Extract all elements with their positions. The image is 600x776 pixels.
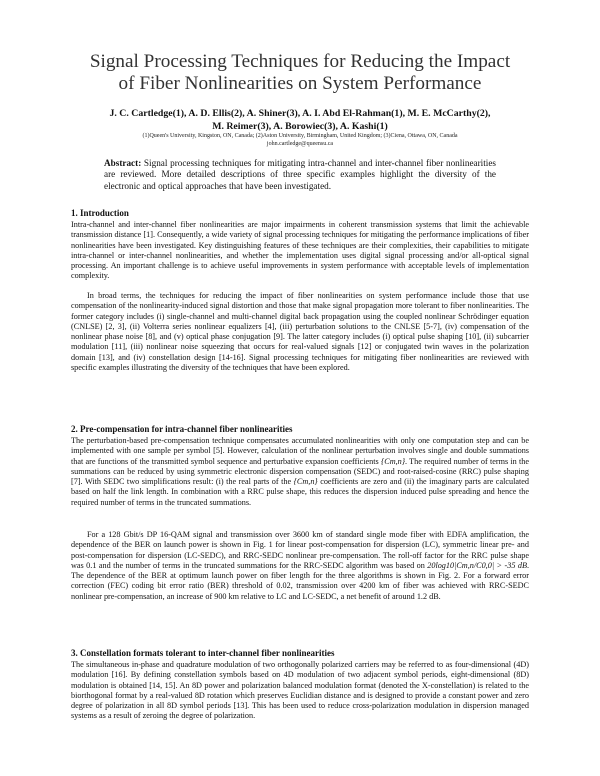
section-2-paragraph-2 [71, 530, 529, 602]
title-line-1: Signal Processing Techniques for Reducing the Impact [89, 51, 511, 72]
threshold-formula: 20log10|Cm,n/C0,0| > -35 dB [427, 560, 527, 570]
section-3-heading: 3. Constellation formats tolerant to inter-channel fiber nonlinearities [71, 648, 335, 658]
sec2-p2-text-b: . The dependence of the BER at optimum launch power on fiber length for the three algorithms is shown in Fig. 2. For a forward error correction (FEC) coding bit error ratio (BER) threshold of 0.02, transmission over 4200 km of fiber was achieved with RRC-SEDC nonlinear pre-compensation, an increase of 900 km relative to LC and LC-SEDC, a net benefit of around 1.2 dB. [71, 560, 529, 601]
paper-title [60, 51, 540, 95]
sec2-text-a: The perturbation-based pre-compensation technique compensates accumulated nonlinearities with only one computation step and can be implemented with one sample per symbol [5]. However, calculation of the nonlinear perturbation involves single and double summations that are functions of the transmitted symbol sequence and perturbative expansion coefficients [71, 436, 529, 466]
abstract-text: Signal processing techniques for mitigating intra-channel and inter-channel fiber nonlinearities are reviewed. More detailed descriptions of three specific examples highlight the diversity of the electronic and optical approaches that have been investigated. [104, 158, 496, 191]
coefficient-symbol: {Cm,n} [380, 456, 406, 466]
section-1-paragraph-2: In broad terms, the techniques for reducing the impact of fiber nonlinearities on system performance include those that use compensation of the nonlinearity-induced signal distortion and those that make signal propagation more tolerant to fiber nonlinearities. The former category includes (i) single-channel and multi-channel digital back propagation using the coupled nonlinear Schrödinger equation (CNLSE) [2, 3], (ii) Volterra series nonlinear equalizers [4], (iii) perturbation solutions to the CNLSE [5-7], (iv) compensation of the nonlinear phase noise [8], and (v) optical phase conjugation [9]. The latter category includes (i) optical pulse shaping [10], (ii) subcarrier modulation [11], (iii) nonlinear noise squeezing that occurs for real-valued signals [12] or conjugated twin waves in the polarization domain [13], and (iv) constellation design [14-16]. Signal processing techniques for mitigating fiber nonlinearities are reviewed with specific examples illustrating the diversity of the techniques that have been explored. [71, 291, 529, 373]
affiliations [40, 132, 560, 148]
section-3-paragraph-1: The simultaneous in-phase and quadrature modulation of two orthogonally polarized carriers may be referred to as four-dimensional (4D) modulation [16]. By defining constellation symbols based on 4D modulation of two adjacent symbol periods, eight-dimensional (8D) modulation is obtained [14, 15]. An 8D power and polarization balanced modulation format (denoted the X-constellation) is related to the biorthogonal format by a real-valued 8D rotation which preserves Euclidian distance and is designed to provide a constant power and zero degree of polarization in all 8D symbol periods [13]. This has been used to reduce cross-polarization modulation in dispersion managed systems as a result of zeroing the degree of polarization. [71, 660, 529, 721]
section-1-paragraph-1: Intra-channel and inter-channel fiber nonlinearities are major impairments in coherent transmission systems that limit the achievable transmission distance [1]. Consequently, a wide variety of signal processing techniques for mitigating the performance implications of fiber nonlinearities have been investigated. Key distinguishing features of these techniques are their complexities, their capabilities to mitigate intra-channel or inter-channel nonlinearities, and whether the implementation uses digital signal processing and/or all-optical signal processing. An important challenge is to achieve useful improvements in system performance with acceptable levels of implementation complexity. [71, 220, 529, 281]
author-list [40, 108, 560, 133]
section-2-paragraph-1 [71, 436, 529, 508]
sec2-text-c: coefficients are zero and (ii) the imaginary parts are calculated based on half the link length. In combination with a RRC pulse shape, this reduces the dispersion induced pulse spreading and hence the required number of terms in the truncated summations. [71, 477, 529, 507]
abstract-label: Abstract: [104, 158, 142, 168]
contact-email: john.cartledge@queensu.ca [266, 141, 334, 147]
sec2-text-b: . The required number of terms in the summations can be reduced by using symmetric electronic dispersion compensation (SEDC) and root-raised-cosine (RRC) pulse shaping [7]. With SEDC two simplifications result: (i) the real parts of the [71, 456, 529, 487]
abstract [104, 158, 496, 192]
title-line-2: of Fiber Nonlinearities on System Performance [118, 73, 482, 94]
authors-line-2: M. Reimer(3), A. Borowiec(3), A. Kashi(1) [212, 120, 388, 132]
section-2-heading: 2. Pre-compensation for intra-channel fiber nonlinearities [71, 424, 293, 434]
sec2-p2-text-a: For a 128 Gbit/s DP 16-QAM signal and transmission over 3600 km of standard single mode fiber with EDFA amplification, the dependence of the BER on launch power is shown in Fig. 1 for linear post-compensation for dispersion (LC), symmetric linear pre- and post-compensation for dispersion (LC-SEDC), and RRC-SEDC nonlinear pre-compensation. The roll-off factor for the RRC pulse shape was 0.1 and the number of terms in the truncated summations for the RRC-SEDC algorithm was based on [71, 530, 529, 570]
affiliation-text: (1)Queen's University, Kingston, ON, Canada; (2)Aston University, Birmingham, United Kingdom; (3)Ciena, Ottawa, ON, Canada [142, 133, 458, 139]
section-1-heading: 1. Introduction [71, 208, 129, 218]
coefficient-symbol-2: {Cm,n} [293, 477, 318, 487]
authors-line-1: J. C. Cartledge(1), A. D. Ellis(2), A. Shiner(3), A. I. Abd El-Rahman(1), M. E. McCarthy(2), [109, 108, 491, 119]
